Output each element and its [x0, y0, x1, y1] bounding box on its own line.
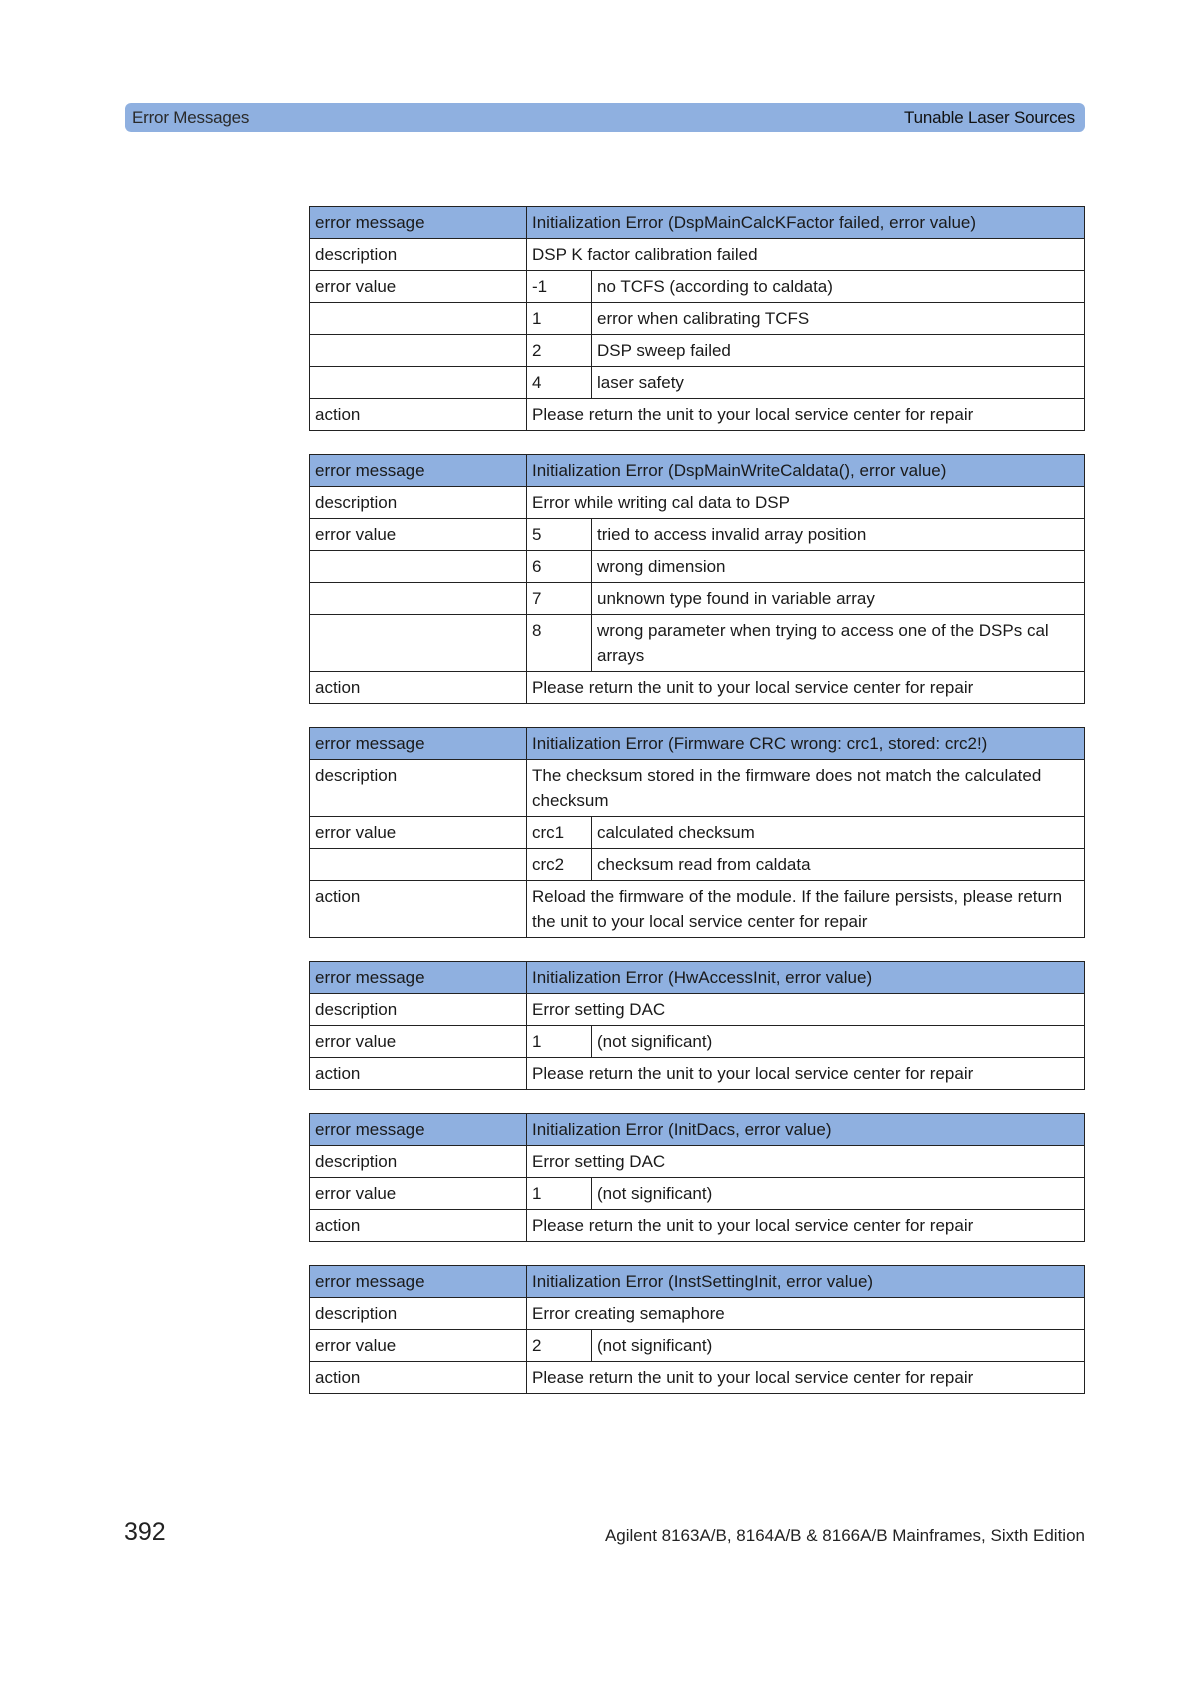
error-message-text: Initialization Error (InitDacs, error value) — [527, 1114, 1085, 1146]
error-table — [309, 1265, 1085, 1394]
error-meaning: no TCFS (according to caldata) — [592, 271, 1085, 303]
error-meaning: error when calibrating TCFS — [592, 303, 1085, 335]
description-row — [310, 1146, 1085, 1178]
action-row — [310, 1362, 1085, 1394]
error-code: 1 — [527, 1026, 592, 1058]
error-meaning: tried to access invalid array position — [592, 519, 1085, 551]
action-text: Please return the unit to your local service center for repair — [527, 1210, 1085, 1242]
section-title: Error Messages — [132, 107, 250, 127]
action-text: Please return the unit to your local service center for repair — [527, 672, 1085, 704]
description-row — [310, 1298, 1085, 1330]
error-message-text: Initialization Error (InstSettingInit, error value) — [527, 1266, 1085, 1298]
error-meaning: DSP sweep failed — [592, 335, 1085, 367]
empty-cell — [310, 367, 527, 399]
error-message-text: Initialization Error (DspMainCalcKFactor failed, error value) — [527, 207, 1085, 239]
action-row — [310, 672, 1085, 704]
action-text: Please return the unit to your local service center for repair — [527, 399, 1085, 431]
error-value-row — [310, 583, 1085, 615]
error-table — [309, 206, 1085, 431]
action-text: Please return the unit to your local service center for repair — [527, 1058, 1085, 1090]
error-meaning: (not significant) — [592, 1330, 1085, 1362]
error-code: 1 — [527, 1178, 592, 1210]
error-message-row — [310, 1114, 1085, 1146]
empty-cell — [310, 335, 527, 367]
action-text: Reload the firmware of the module. If the failure persists, please return the unit to your local service center for repair — [527, 881, 1085, 938]
error-table — [309, 1113, 1085, 1242]
row-label: error message — [310, 455, 527, 487]
error-code: 7 — [527, 583, 592, 615]
error-message-row — [310, 1266, 1085, 1298]
error-value-row — [310, 1330, 1085, 1362]
row-label: error value — [310, 1026, 527, 1058]
error-table — [309, 727, 1085, 938]
row-label: error value — [310, 817, 527, 849]
action-row — [310, 399, 1085, 431]
row-label: description — [310, 994, 527, 1026]
empty-cell — [310, 303, 527, 335]
running-header — [125, 103, 1085, 132]
row-label: action — [310, 1210, 527, 1242]
error-meaning: checksum read from caldata — [592, 849, 1085, 881]
error-value-row — [310, 551, 1085, 583]
action-row — [310, 881, 1085, 938]
error-meaning: calculated checksum — [592, 817, 1085, 849]
description-row — [310, 994, 1085, 1026]
error-code: 4 — [527, 367, 592, 399]
error-value-row — [310, 271, 1085, 303]
action-row — [310, 1058, 1085, 1090]
empty-cell — [310, 551, 527, 583]
error-code: crc1 — [527, 817, 592, 849]
row-label: action — [310, 881, 527, 938]
error-message-row — [310, 962, 1085, 994]
error-value-row — [310, 303, 1085, 335]
error-value-row — [310, 1178, 1085, 1210]
description-text: DSP K factor calibration failed — [527, 239, 1085, 271]
error-message-text: Initialization Error (HwAccessInit, error value) — [527, 962, 1085, 994]
row-label: error value — [310, 1330, 527, 1362]
error-meaning: unknown type found in variable array — [592, 583, 1085, 615]
row-label: error message — [310, 962, 527, 994]
error-code: 5 — [527, 519, 592, 551]
action-text: Please return the unit to your local service center for repair — [527, 1362, 1085, 1394]
empty-cell — [310, 583, 527, 615]
chapter-title: Tunable Laser Sources — [904, 107, 1075, 127]
empty-cell — [310, 615, 527, 672]
error-tables — [309, 206, 1085, 1417]
row-label: action — [310, 1362, 527, 1394]
row-label: error message — [310, 1114, 527, 1146]
error-value-row — [310, 367, 1085, 399]
error-value-row — [310, 1026, 1085, 1058]
description-text: Error setting DAC — [527, 1146, 1085, 1178]
error-code: 1 — [527, 303, 592, 335]
row-label: error message — [310, 728, 527, 760]
error-value-row — [310, 849, 1085, 881]
description-text: Error while writing cal data to DSP — [527, 487, 1085, 519]
error-value-row — [310, 615, 1085, 672]
error-meaning: laser safety — [592, 367, 1085, 399]
error-code: 6 — [527, 551, 592, 583]
error-message-row — [310, 207, 1085, 239]
row-label: description — [310, 760, 527, 817]
row-label: description — [310, 1146, 527, 1178]
error-table — [309, 961, 1085, 1090]
error-code: 2 — [527, 335, 592, 367]
row-label: description — [310, 1298, 527, 1330]
error-message-row — [310, 455, 1085, 487]
description-text: Error creating semaphore — [527, 1298, 1085, 1330]
document-title: Agilent 8163A/B, 8164A/B & 8166A/B Mainframes, Sixth Edition — [604, 1526, 1085, 1545]
description-row — [310, 239, 1085, 271]
error-message-text: Initialization Error (DspMainWriteCaldata(), error value) — [527, 455, 1085, 487]
error-code: 2 — [527, 1330, 592, 1362]
error-meaning: (not significant) — [592, 1178, 1085, 1210]
description-text: The checksum stored in the firmware does not match the calculated checksum — [527, 760, 1085, 817]
error-table — [309, 454, 1085, 704]
action-row — [310, 1210, 1085, 1242]
error-code: -1 — [527, 271, 592, 303]
empty-cell — [310, 849, 527, 881]
error-meaning: (not significant) — [592, 1026, 1085, 1058]
error-value-row — [310, 817, 1085, 849]
error-value-row — [310, 335, 1085, 367]
description-row — [310, 487, 1085, 519]
row-label: error message — [310, 207, 527, 239]
row-label: action — [310, 1058, 527, 1090]
description-text: Error setting DAC — [527, 994, 1085, 1026]
error-meaning: wrong dimension — [592, 551, 1085, 583]
description-row — [310, 760, 1085, 817]
error-meaning: wrong parameter when trying to access one of the DSPs cal arrays — [592, 615, 1085, 672]
row-label: action — [310, 399, 527, 431]
error-message-text: Initialization Error (Firmware CRC wrong: crc1, stored: crc2!) — [527, 728, 1085, 760]
row-label: error value — [310, 271, 527, 303]
row-label: error message — [310, 1266, 527, 1298]
error-message-row — [310, 728, 1085, 760]
row-label: description — [310, 487, 527, 519]
page-number: 392 — [124, 1518, 166, 1546]
row-label: description — [310, 239, 527, 271]
row-label: error value — [310, 1178, 527, 1210]
row-label: error value — [310, 519, 527, 551]
error-code: 8 — [527, 615, 592, 672]
error-value-row — [310, 519, 1085, 551]
error-code: crc2 — [527, 849, 592, 881]
row-label: action — [310, 672, 527, 704]
